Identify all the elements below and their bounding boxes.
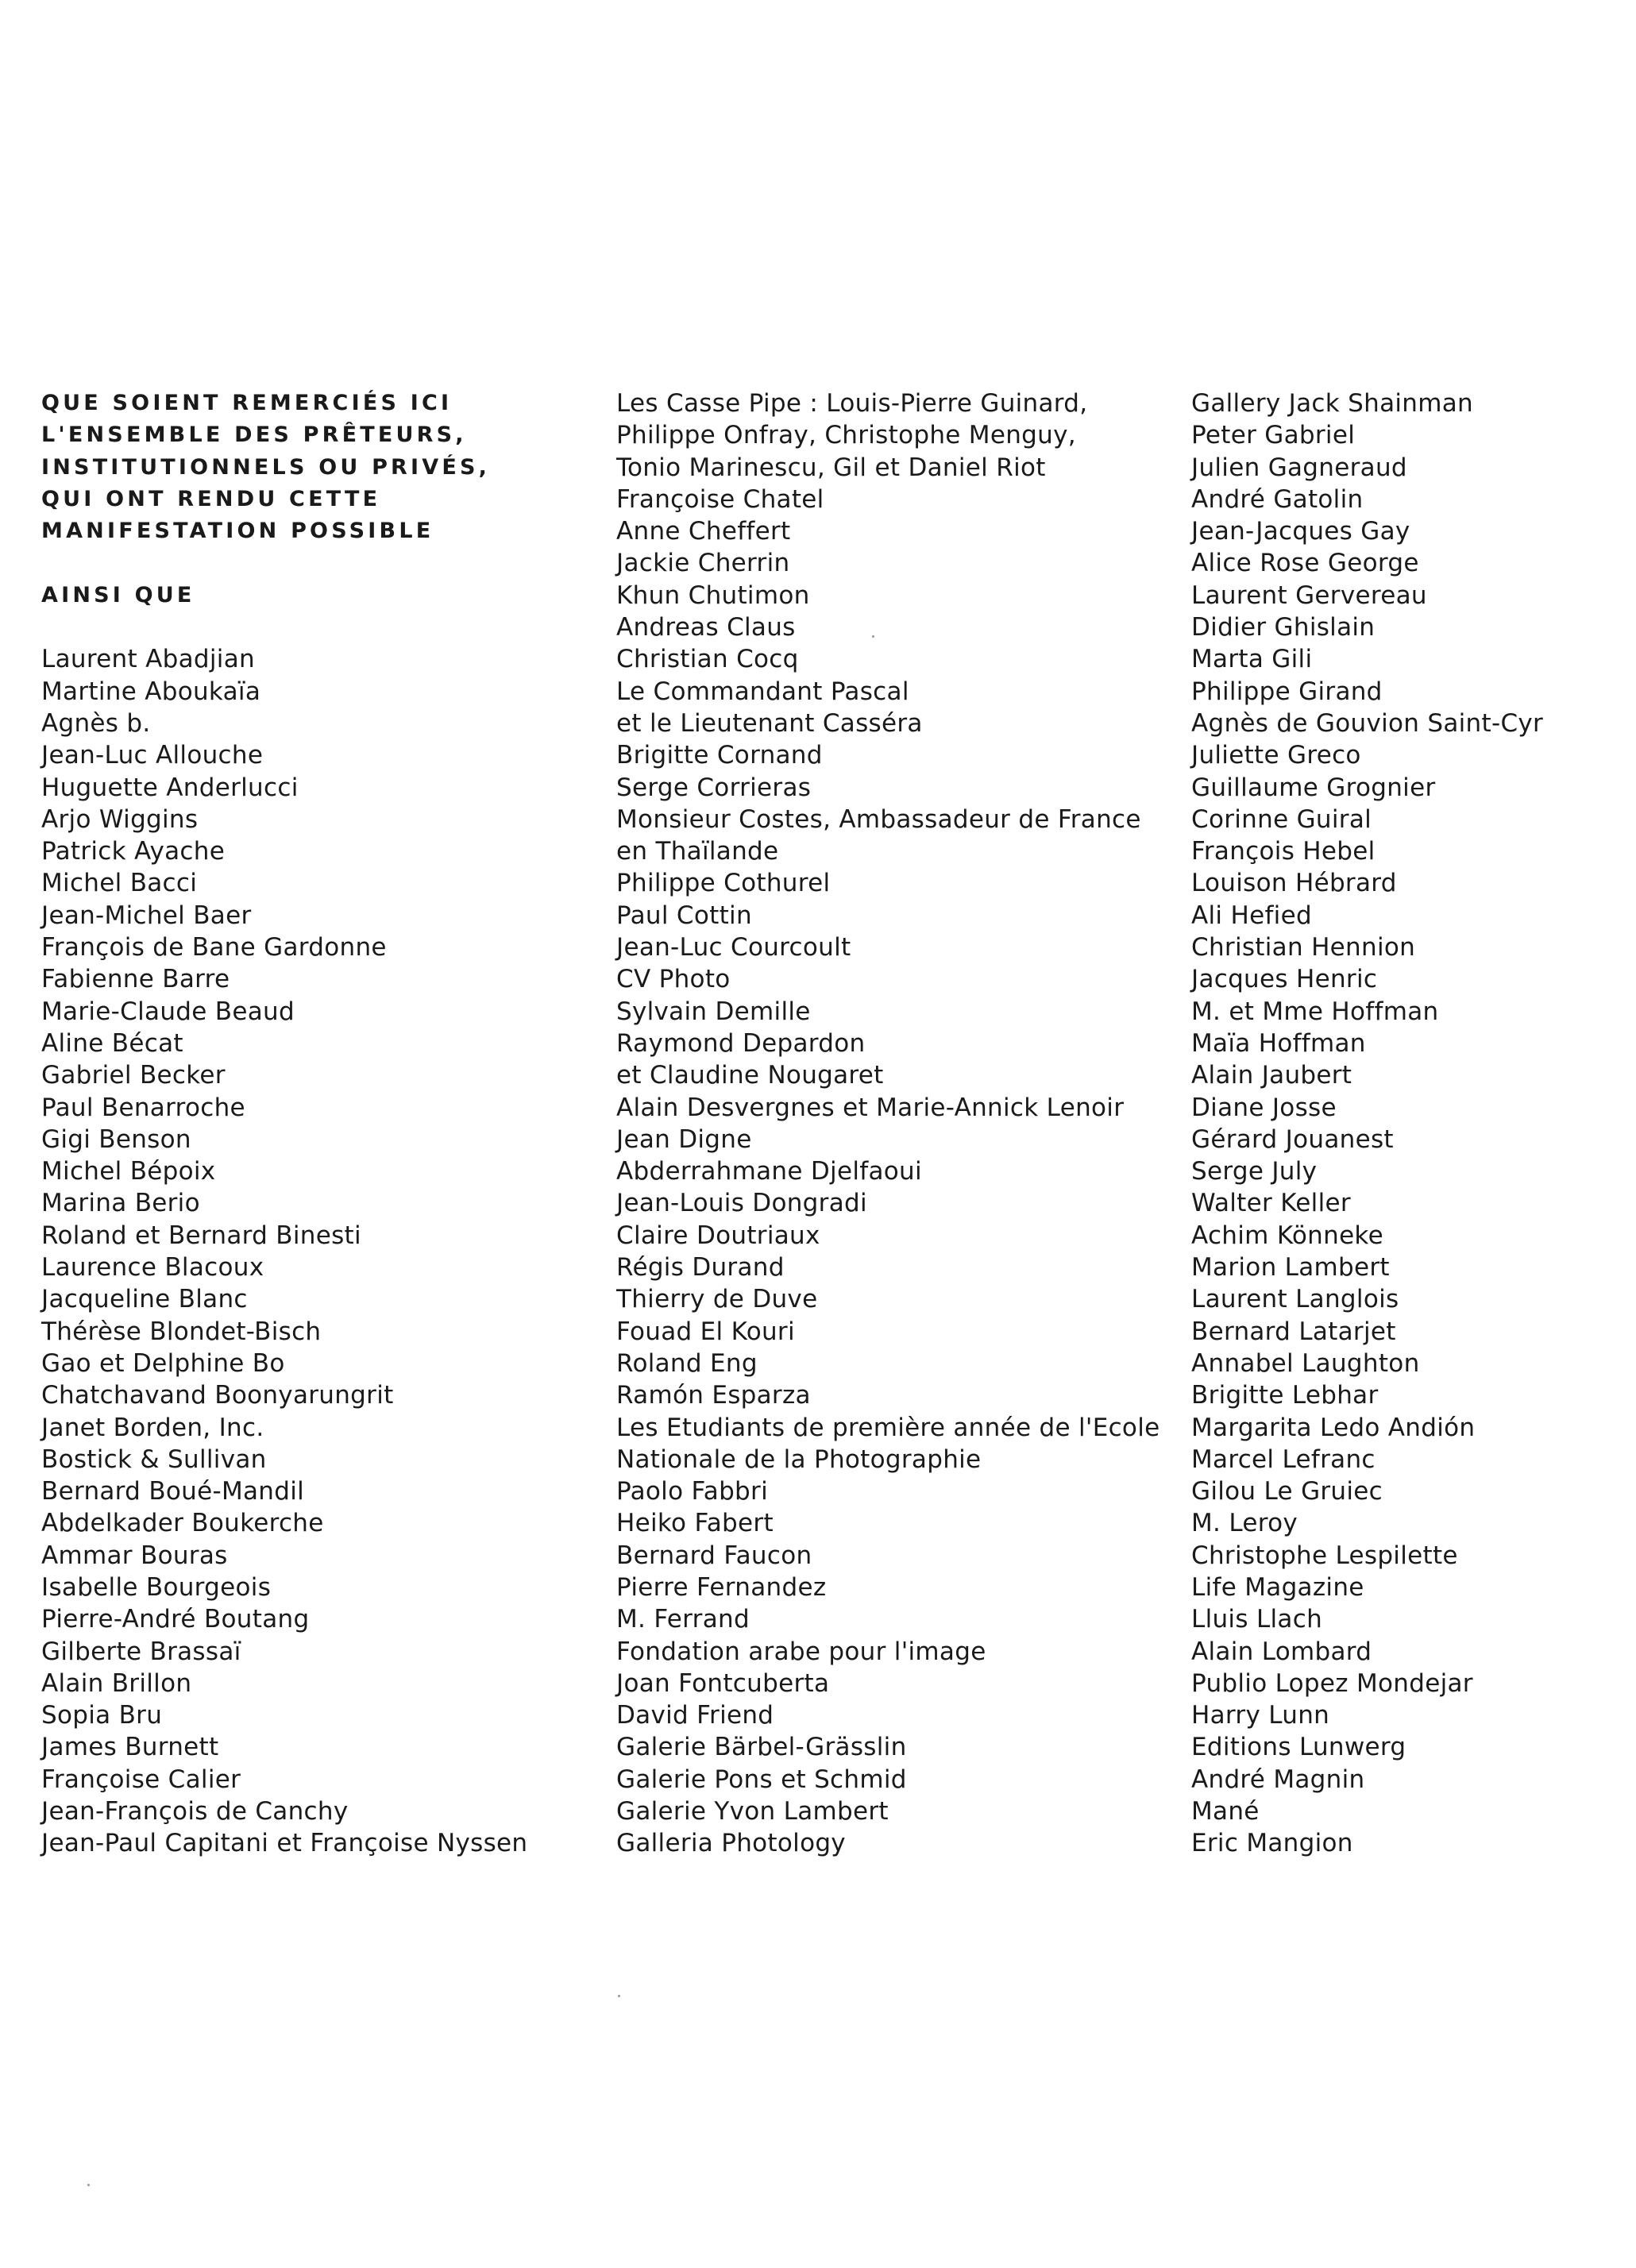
heading-line: QUI ONT RENDU CETTE xyxy=(41,486,381,511)
lender-name: Andreas Claus xyxy=(616,613,796,642)
lender-name: Juliette Greco xyxy=(1191,741,1361,770)
lender-name: Sopia Bru xyxy=(41,1701,163,1730)
lender-name: Thérèse Blondet-Bisch xyxy=(41,1317,322,1346)
lender-name: Paul Cottin xyxy=(616,901,752,930)
column-2 xyxy=(616,388,1160,1860)
lender-name: Didier Ghislain xyxy=(1191,613,1376,642)
lender-name: Serge July xyxy=(1191,1157,1318,1186)
lender-name: Bernard Boué-Mandil xyxy=(41,1477,305,1506)
lender-name: Gallery Jack Shainman xyxy=(1191,389,1473,418)
lender-name: Galerie Pons et Schmid xyxy=(616,1765,907,1794)
heading-line: MANIFESTATION POSSIBLE xyxy=(41,519,434,544)
column-1 xyxy=(41,388,581,1860)
column-3 xyxy=(1191,388,1604,1860)
lender-name: et le Lieutenant Casséra xyxy=(616,708,923,738)
spacer xyxy=(41,611,581,643)
lender-name: Marie-Claude Beaud xyxy=(41,997,295,1026)
lender-name: Laurent Gervereau xyxy=(1191,580,1427,610)
lender-name: Thierry de Duve xyxy=(616,1285,818,1314)
lender-name: Achim Könneke xyxy=(1191,1221,1383,1250)
name-list-2 xyxy=(616,388,1160,1860)
lender-name: Marion Lambert xyxy=(1191,1253,1390,1282)
lender-name: Pierre-André Boutang xyxy=(41,1605,310,1634)
lender-name: Bostick & Sullivan xyxy=(41,1444,267,1474)
lender-name: Publio Lopez Mondejar xyxy=(1191,1668,1473,1698)
lender-name: Gérard Jouanest xyxy=(1191,1124,1394,1154)
lender-name: Fabienne Barre xyxy=(41,965,230,994)
lender-name: Marta Gili xyxy=(1191,645,1313,674)
lender-name: Claire Doutriaux xyxy=(616,1221,820,1250)
lender-name: Jean-Michel Baer xyxy=(41,901,252,930)
lender-name: Les Casse Pipe : Louis-Pierre Guinard, xyxy=(616,389,1088,418)
lender-name: Aline Bécat xyxy=(41,1028,183,1058)
lender-name: Jean-François de Canchy xyxy=(41,1797,349,1826)
lender-name: Editions Lunwerg xyxy=(1191,1733,1406,1762)
lender-name: Diane Josse xyxy=(1191,1093,1337,1122)
lender-name: Isabelle Bourgeois xyxy=(41,1572,272,1602)
lender-name: Christophe Lespilette xyxy=(1191,1541,1458,1570)
lender-name: Michel Bacci xyxy=(41,869,198,898)
lender-name: Françoise Calier xyxy=(41,1765,241,1794)
heading-line: QUE SOIENT REMERCIÉS ICI xyxy=(41,391,453,415)
lender-name: François de Bane Gardonne xyxy=(41,933,387,962)
lender-name: Eric Mangion xyxy=(1191,1829,1353,1858)
lender-name: Le Commandant Pascal xyxy=(616,677,909,706)
lender-name: Gigi Benson xyxy=(41,1124,191,1154)
lender-name: Marina Berio xyxy=(41,1189,200,1218)
lender-name: Martine Aboukaïa xyxy=(41,677,261,706)
lender-name: Alain Lombard xyxy=(1191,1637,1372,1666)
lender-name: Jean-Paul Capitani et Françoise Nyssen xyxy=(41,1829,528,1858)
lender-name: Tonio Marinescu, Gil et Daniel Riot xyxy=(616,453,1046,482)
lender-name: Gilberte Brassaï xyxy=(41,1637,241,1666)
lender-name: Gabriel Becker xyxy=(41,1061,226,1090)
name-list-3 xyxy=(1191,388,1604,1860)
lender-name: Jackie Cherrin xyxy=(616,549,790,578)
lender-name: Julien Gagneraud xyxy=(1191,453,1407,482)
lender-name: Joan Fontcuberta xyxy=(616,1668,830,1698)
lender-name: Régis Durand xyxy=(616,1253,785,1282)
lender-name: Corinne Guiral xyxy=(1191,804,1372,834)
lender-name: Paolo Fabbri xyxy=(616,1477,768,1506)
lender-name: Jean-Luc Courcoult xyxy=(616,933,851,962)
lender-name: Laurent Langlois xyxy=(1191,1285,1399,1314)
lender-name: Mané xyxy=(1191,1797,1260,1826)
lender-name: Philippe Cothurel xyxy=(616,869,831,898)
lender-name: Life Magazine xyxy=(1191,1572,1364,1602)
lender-name: David Friend xyxy=(616,1701,774,1730)
spacer xyxy=(41,547,581,579)
lender-name: Marcel Lefranc xyxy=(1191,1444,1376,1474)
paper-speck xyxy=(618,1995,620,1997)
lender-name: Laurence Blacoux xyxy=(41,1253,264,1282)
lender-name: Brigitte Lebhar xyxy=(1191,1381,1379,1410)
lender-name: Jean-Louis Dongradi xyxy=(616,1189,867,1218)
lender-name: Alice Rose George xyxy=(1191,549,1419,578)
lender-name: Christian Cocq xyxy=(616,645,799,674)
lender-name: Louison Hébrard xyxy=(1191,869,1397,898)
lender-name: Michel Bépoix xyxy=(41,1157,216,1186)
lender-name: Fouad El Kouri xyxy=(616,1317,795,1346)
lender-name: Brigitte Cornand xyxy=(616,741,823,770)
lender-name: Anne Cheffert xyxy=(616,517,791,546)
lender-name: Roland et Bernard Binesti xyxy=(41,1221,361,1250)
lender-name: Galleria Photology xyxy=(616,1829,846,1858)
lender-name: Maïa Hoffman xyxy=(1191,1028,1366,1058)
lender-name: Galerie Yvon Lambert xyxy=(616,1797,889,1826)
lender-name: Roland Eng xyxy=(616,1348,758,1378)
lender-name: Alain Brillon xyxy=(41,1668,192,1698)
lender-name: Jacqueline Blanc xyxy=(41,1285,248,1314)
lender-name: Ali Hefied xyxy=(1191,901,1312,930)
lender-name: Heiko Fabert xyxy=(616,1509,774,1538)
lender-name: James Burnett xyxy=(41,1733,219,1762)
lender-name: Paul Benarroche xyxy=(41,1093,245,1122)
lender-name: Les Etudiants de première année de l'Ecole xyxy=(616,1413,1160,1442)
lender-name: Agnès b. xyxy=(41,708,151,738)
lender-name: Gao et Delphine Bo xyxy=(41,1348,285,1378)
paper-speck xyxy=(87,2184,90,2186)
lender-name: Sylvain Demille xyxy=(616,997,811,1026)
paper-speck xyxy=(872,635,874,638)
lender-name: Jacques Henric xyxy=(1191,965,1378,994)
lender-name: Galerie Bärbel-Grässlin xyxy=(616,1733,907,1762)
lender-name: M. et Mme Hoffman xyxy=(1191,997,1439,1026)
lender-name: M. Ferrand xyxy=(616,1605,750,1634)
lender-name: Patrick Ayache xyxy=(41,837,226,866)
lender-name: Jean-Luc Allouche xyxy=(41,741,264,770)
lender-name: Serge Corrieras xyxy=(616,773,812,802)
lender-name: André Magnin xyxy=(1191,1765,1365,1794)
acknowledgement-heading xyxy=(41,388,581,547)
lender-name: Raymond Depardon xyxy=(616,1028,866,1058)
lender-name: Alain Desvergnes et Marie-Annick Lenoir xyxy=(616,1093,1125,1122)
lender-name: Huguette Anderlucci xyxy=(41,773,299,802)
lender-name: Monsieur Costes, Ambassadeur de France xyxy=(616,804,1141,834)
lender-name: Walter Keller xyxy=(1191,1189,1351,1218)
lender-name: Christian Hennion xyxy=(1191,933,1416,962)
lender-name: en Thaïlande xyxy=(616,837,779,866)
heading-line: L'ENSEMBLE DES PRÊTEURS, xyxy=(41,422,467,448)
lender-name: Harry Lunn xyxy=(1191,1701,1330,1730)
ainsi-que-heading: AINSI QUE xyxy=(41,582,195,608)
lender-name: Bernard Faucon xyxy=(616,1541,812,1570)
name-list-1 xyxy=(41,643,581,1859)
lender-name: Fondation arabe pour l'image xyxy=(616,1637,986,1666)
lender-name: Gilou Le Gruiec xyxy=(1191,1477,1383,1506)
lender-name: André Gatolin xyxy=(1191,484,1364,514)
lender-name: Arjo Wiggins xyxy=(41,804,199,834)
lender-name: Peter Gabriel xyxy=(1191,421,1356,450)
lender-name: Alain Jaubert xyxy=(1191,1061,1352,1090)
lender-name: Bernard Latarjet xyxy=(1191,1317,1396,1346)
lender-name: M. Leroy xyxy=(1191,1509,1298,1538)
lender-name: Ammar Bouras xyxy=(41,1541,228,1570)
lender-name: Annabel Laughton xyxy=(1191,1348,1420,1378)
lender-name: Khun Chutimon xyxy=(616,580,810,610)
lender-name: Philippe Onfray, Christophe Menguy, xyxy=(616,421,1076,450)
lender-name: CV Photo xyxy=(616,965,731,994)
lender-name: et Claudine Nougaret xyxy=(616,1061,884,1090)
lender-name: Nationale de la Photographie xyxy=(616,1444,982,1474)
lender-name: Abdelkader Boukerche xyxy=(41,1509,324,1538)
lender-name: Philippe Girand xyxy=(1191,677,1383,706)
lender-name: Jean Digne xyxy=(616,1124,752,1154)
lender-name: Chatchavand Boonyarungrit xyxy=(41,1381,394,1410)
lender-name: Margarita Ledo Andión xyxy=(1191,1413,1476,1442)
lender-name: Lluis Llach xyxy=(1191,1605,1323,1634)
lender-name: Janet Borden, Inc. xyxy=(41,1413,264,1442)
lender-name: François Hebel xyxy=(1191,837,1376,866)
lender-name: Abderrahmane Djelfaoui xyxy=(616,1157,922,1186)
heading-line: INSTITUTIONNELS OU PRIVÉS, xyxy=(41,454,491,480)
lender-name: Agnès de Gouvion Saint-Cyr xyxy=(1191,708,1544,738)
lender-name: Jean-Jacques Gay xyxy=(1191,517,1410,546)
lender-name: Françoise Chatel xyxy=(616,484,824,514)
lender-name: Guillaume Grognier xyxy=(1191,773,1436,802)
lender-name: Pierre Fernandez xyxy=(616,1572,827,1602)
lender-name: Ramón Esparza xyxy=(616,1381,811,1410)
lender-name: Laurent Abadjian xyxy=(41,645,255,674)
